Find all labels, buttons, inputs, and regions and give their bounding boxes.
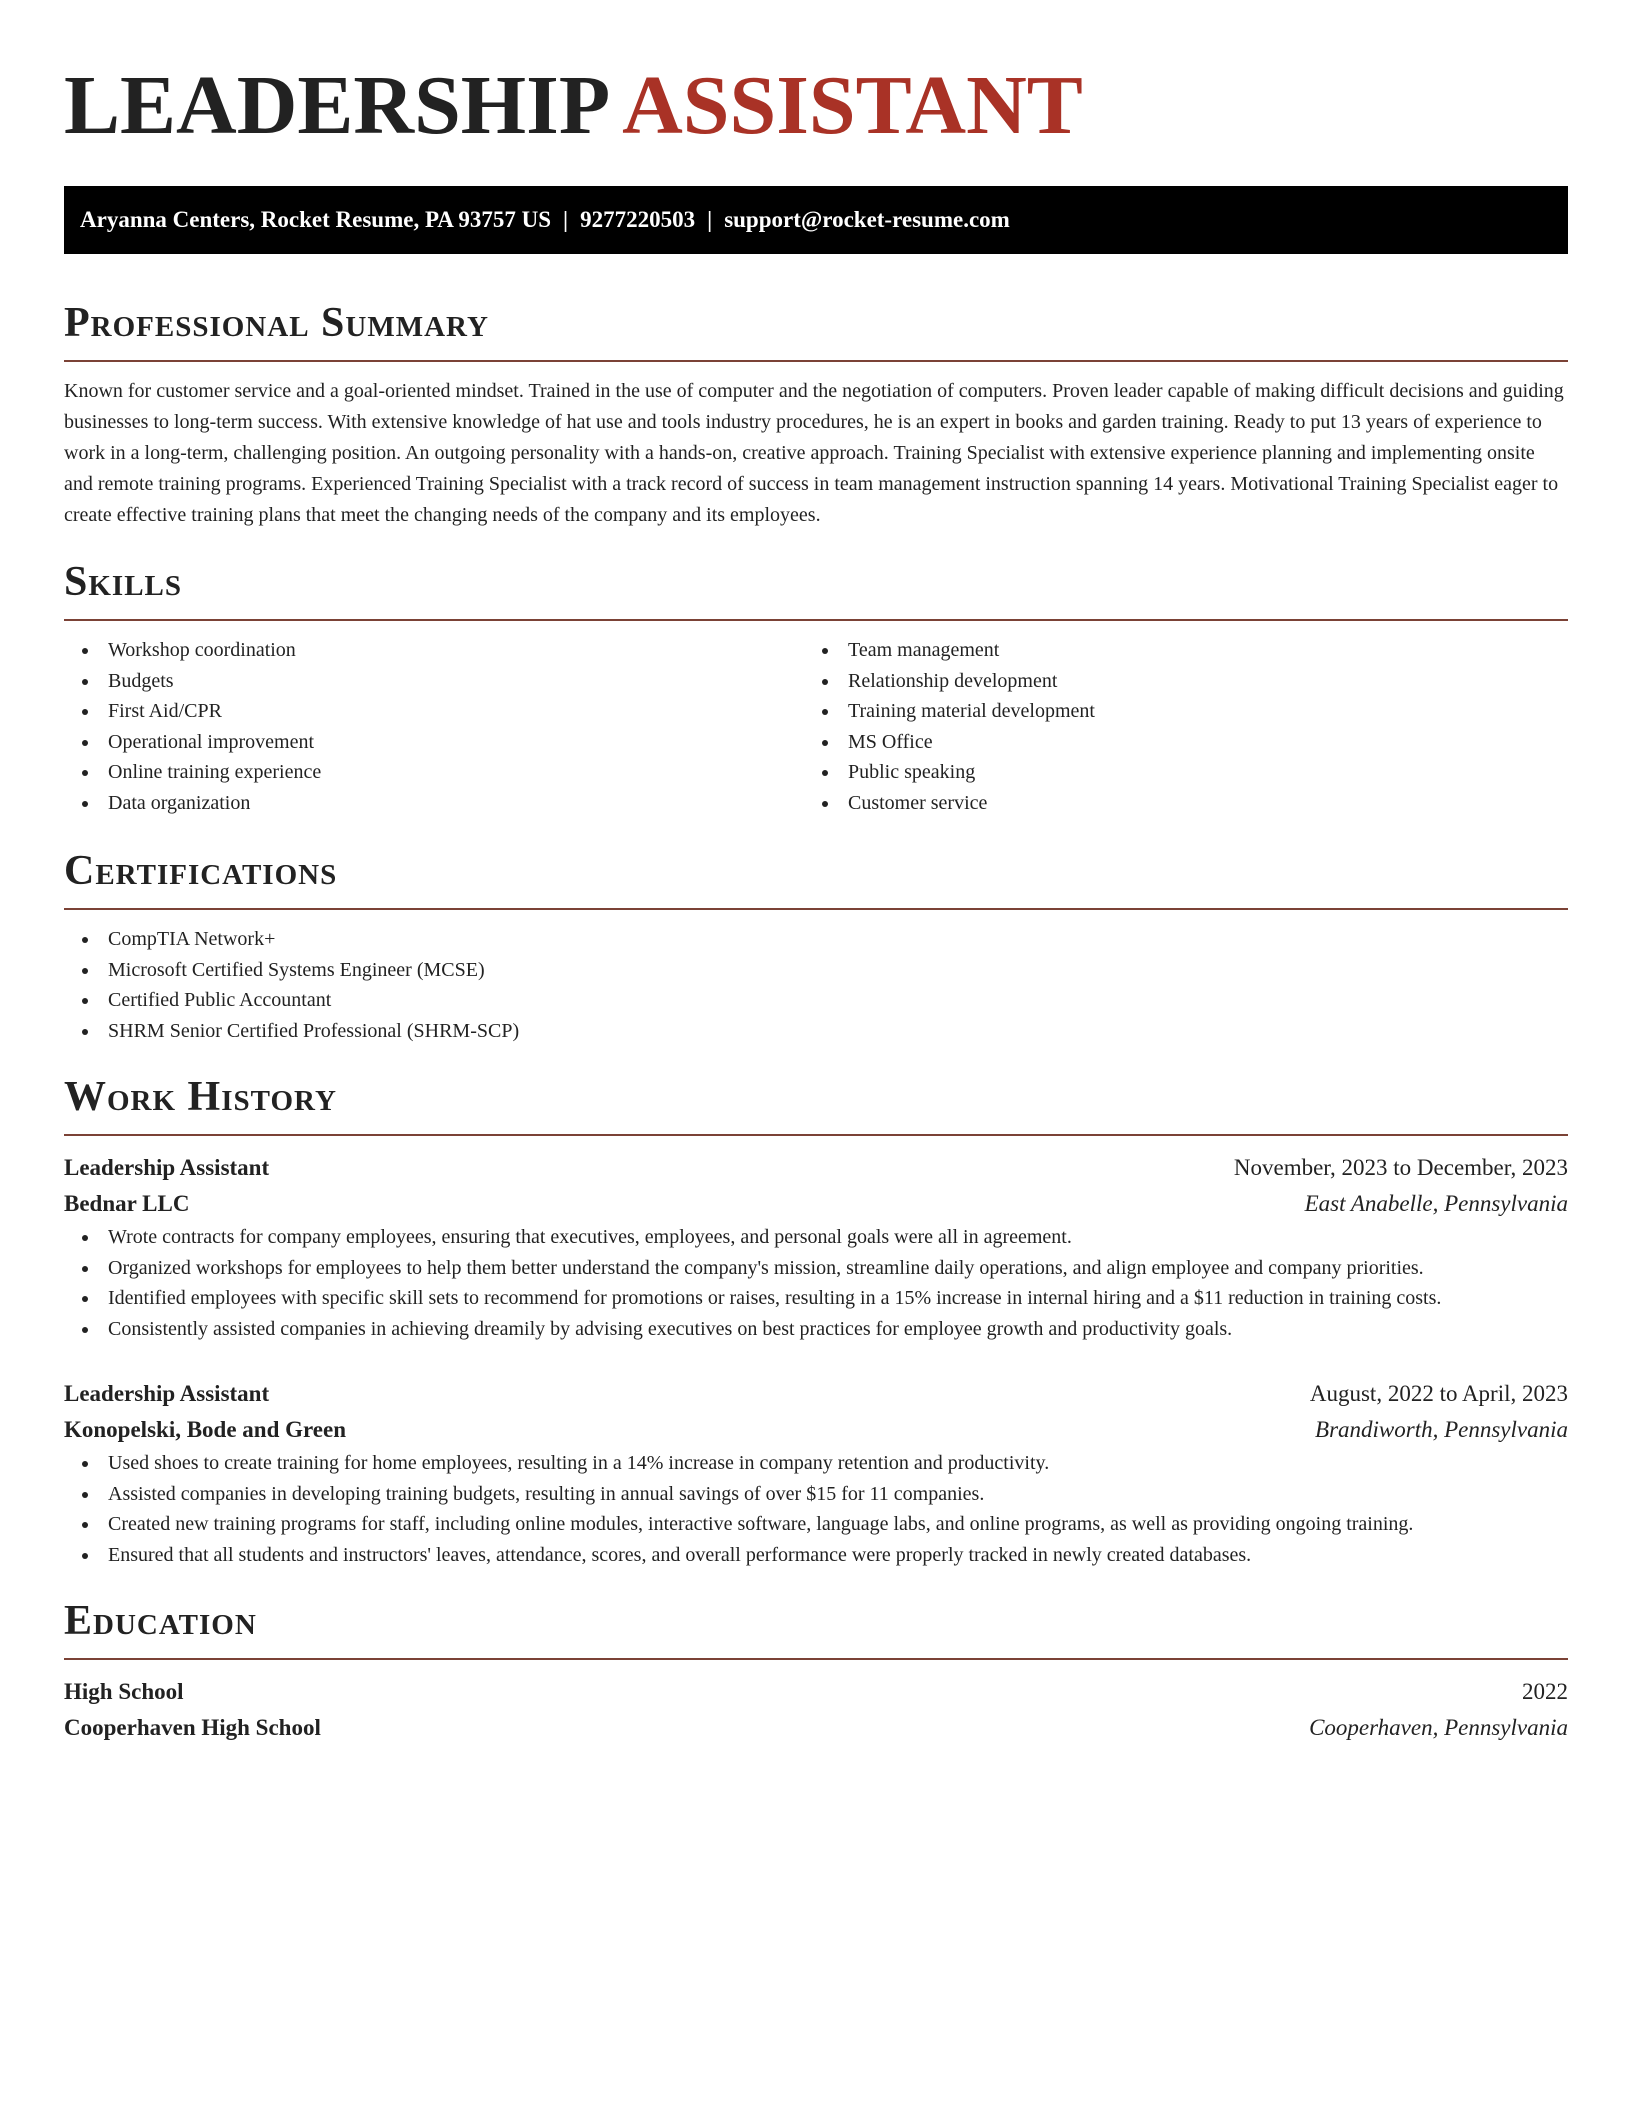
education-header-row [64,1674,1568,1710]
job-bullets [64,1448,1568,1570]
skills-section [64,561,1568,818]
education-year: 2022 [1522,1679,1568,1704]
job-bullets [64,1222,1568,1344]
job-bullet: Created new training programs for staff, including online modules, interactive software, language labs, and online programs, as well as providing ongoing training. [64,1509,1568,1540]
skill-item: MS Office [804,727,1544,758]
contact-address: Aryanna Centers, Rocket Resume, PA 93757 US [80,207,552,232]
job-bullet: Used shoes to create training for home employees, resulting in a 14% increase in company retention and productivity. [64,1448,1568,1479]
section-title-certifications: Certifications [64,848,338,894]
job-bullet: Organized workshops for employees to help them better understand the company's mission, streamline daily operations, and align employee and company priorities. [64,1253,1568,1284]
job-bullet: Identified employees with specific skill sets to recommend for promotions or raises, resulting in a 15% increase in internal hiring and a $11 reduction in training costs. [64,1283,1568,1314]
summary-text: Known for customer service and a goal-oriented mindset. Trained in the use of computer and the negotiation of computers. Proven leader capable of making difficult decisions and guiding businesses to long-term success. With extensive knowledge of hat use and tools industry procedures, he is an expert in books and garden training. Ready to put 13 years of experience to work in a long-term, challenging position. An outgoing personality with a hands-on, creative approach. Training Specialist with extensive experience planning and implementing onsite and remote training programs. Experienced Training Specialist with a track record of success in team management instruction spanning 14 years. Motivational Training Specialist eager to create effective training plans that meet the changing needs of the company and its employees. [64,380,1564,526]
name-first: LEADERSHIP [64,59,611,152]
section-divider [64,908,1568,910]
skill-item: First Aid/CPR [64,696,804,727]
skill-item: Team management [804,635,1544,666]
education-school-row [64,1710,1568,1746]
job-company-row [64,1186,1568,1222]
education-section [64,1600,1568,1746]
skill-item: Online training experience [64,757,804,788]
skill-item: Relationship development [804,666,1544,697]
skills-list-right [804,635,1544,818]
education-location: Cooperhaven, Pennsylvania [1309,1715,1568,1740]
section-divider [64,1658,1568,1660]
section-title-work: Work History [64,1074,337,1120]
contact-separator: | [707,207,713,232]
summary-section [64,302,1568,531]
certifications-list [64,924,1568,1046]
education-degree: High School [64,1679,184,1704]
section-title-summary: Professional Summary [64,300,489,346]
section-title-skills: Skills [64,559,183,605]
certification-item: SHRM Senior Certified Professional (SHRM-SCP) [64,1016,1568,1047]
certification-item: Certified Public Accountant [64,985,1568,1016]
section-divider [64,619,1568,621]
job-header-row [64,1376,1568,1412]
section-divider [64,360,1568,362]
job-dates: November, 2023 to December, 2023 [1233,1155,1568,1180]
job-header-row [64,1150,1568,1186]
contact-separator: | [563,207,569,232]
section-title-education: Education [64,1598,257,1644]
job-bullet: Ensured that all students and instructors' leaves, attendance, scores, and overall performance were properly tracked in newly created databases. [64,1540,1568,1571]
name-last: ASSISTANT [622,59,1083,152]
contact-email[interactable]: support@rocket-resume.com [724,207,1010,232]
skills-grid [64,635,1568,818]
job-company-row [64,1412,1568,1448]
job-dates: August, 2022 to April, 2023 [1309,1381,1568,1406]
contact-phone: 9277220503 [580,207,696,232]
contact-bar [64,186,1568,254]
resume-name [64,59,1568,152]
job-bullet: Assisted companies in developing training budgets, resulting in annual savings of over $15 for 11 companies. [64,1479,1568,1510]
certifications-section [64,850,1568,1046]
job-entry [64,1376,1568,1570]
work-section [64,1076,1568,1570]
skill-item: Data organization [64,788,804,819]
job-bullet: Wrote contracts for company employees, ensuring that executives, employees, and personal goals were all in agreement. [64,1222,1568,1253]
job-entry [64,1150,1568,1344]
certification-item: CompTIA Network+ [64,924,1568,955]
job-location: Brandiworth, Pennsylvania [1315,1417,1568,1442]
job-role: Leadership Assistant [64,1155,270,1180]
job-bullet: Consistently assisted companies in achieving dreamily by advising executives on best practices for employee growth and productivity goals. [64,1314,1568,1345]
skill-item: Budgets [64,666,804,697]
job-location: East Anabelle, Pennsylvania [1304,1191,1568,1216]
certification-item: Microsoft Certified Systems Engineer (MCSE) [64,955,1568,986]
skill-item: Workshop coordination [64,635,804,666]
skill-item: Operational improvement [64,727,804,758]
job-company: Konopelski, Bode and Green [64,1417,347,1442]
job-company: Bednar LLC [64,1191,190,1216]
skill-item: Training material development [804,696,1544,727]
skill-item: Public speaking [804,757,1544,788]
education-school: Cooperhaven High School [64,1715,321,1740]
job-role: Leadership Assistant [64,1381,270,1406]
skill-item: Customer service [804,788,1544,819]
section-divider [64,1134,1568,1136]
skills-list-left [64,635,804,818]
